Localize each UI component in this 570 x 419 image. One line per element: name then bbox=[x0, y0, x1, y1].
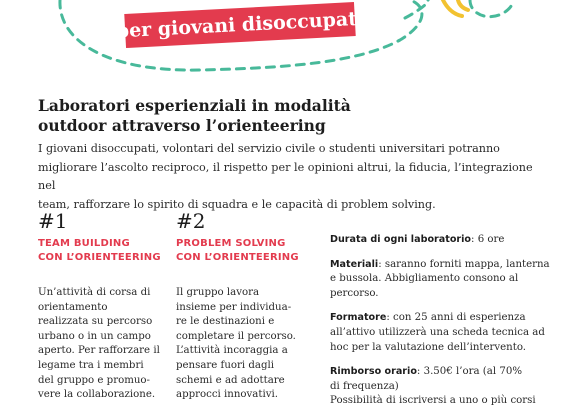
description-line: schemi e ad adottare bbox=[176, 374, 285, 386]
description-line: orientamento bbox=[38, 301, 108, 313]
reimbursement-info bbox=[330, 365, 540, 409]
materials-text: e bussola. Abbigliamento consono al bbox=[330, 273, 519, 285]
item-problem-solving bbox=[176, 210, 316, 403]
trainer-text: : con 25 anni di esperienza bbox=[386, 312, 526, 324]
heading-line: Laboratori esperienziali in modalità bbox=[38, 96, 351, 115]
item-title-line: CON L’ORIENTEERING bbox=[38, 252, 161, 263]
description-line: del gruppo e promuo- bbox=[38, 374, 151, 386]
materials-text: : saranno forniti mappa, lanterna bbox=[378, 258, 550, 270]
heading-line: outdoor attraverso l’orienteering bbox=[38, 116, 326, 135]
enrollment-text: Possibilità di iscriversi a uno o più corsi bbox=[330, 395, 536, 407]
description-line: Un’attività di corsa di bbox=[38, 287, 151, 298]
description-line: approcci innovativi. bbox=[176, 389, 278, 401]
item-number: #2 bbox=[176, 209, 206, 233]
intro-line: I giovani disoccupati, volontari del servizio civile o studenti universitari potranno bbox=[38, 142, 500, 155]
description-line: pensare fuori dagli bbox=[176, 359, 275, 371]
reimbursement-label: Rimborso orario bbox=[330, 366, 417, 378]
description-line: urbano o in un campo bbox=[38, 330, 151, 342]
intro-paragraph bbox=[38, 140, 538, 214]
description-line: aperto. Per rafforzare il bbox=[38, 345, 160, 357]
section-heading bbox=[38, 96, 368, 136]
item-title-line: PROBLEM SOLVING bbox=[176, 238, 286, 249]
materials-info bbox=[330, 258, 550, 302]
banner-text: per giovani disoccupati bbox=[115, 7, 365, 43]
intro-line: migliorare l’ascolto reciproco, il rispetto per le opinioni altrui, la fiducia, l’integrazione nel bbox=[38, 160, 533, 192]
duration-label: Durata di ogni laboratorio bbox=[330, 234, 472, 245]
course-details bbox=[330, 233, 550, 419]
trainer-text: hoc per la valutazione dell’intervento. bbox=[330, 341, 527, 353]
description-line: re le destinazioni e bbox=[176, 316, 275, 328]
reimbursement-text: di frequenza) bbox=[330, 380, 399, 392]
description-line: legame tra i membri bbox=[38, 359, 144, 371]
description-line: realizzata su percorso bbox=[38, 316, 153, 328]
description-line: completare il percorso. bbox=[176, 330, 296, 342]
materials-text: percorso. bbox=[330, 287, 379, 299]
reimbursement-text: : 3.50€ l’ora (al 70% bbox=[416, 366, 522, 378]
description-line: insieme per individua- bbox=[176, 301, 292, 313]
duration-value: : 6 ore bbox=[471, 234, 505, 245]
duration-info bbox=[330, 233, 540, 248]
item-number: #1 bbox=[38, 209, 68, 233]
trainer-text: all’attivo utilizzerà una scheda tecnica ad bbox=[330, 326, 545, 338]
trainer-info bbox=[330, 311, 545, 355]
item-title bbox=[176, 237, 316, 265]
materials-label: Materiali bbox=[330, 258, 379, 270]
trainer-label: Formatore bbox=[330, 312, 387, 324]
item-team-building bbox=[38, 210, 178, 403]
intro-line: team, rafforzare lo spirito di squadra e le capacità di problem solving. bbox=[38, 197, 436, 211]
item-description bbox=[38, 286, 178, 403]
description-line: L’attività incoraggia a bbox=[176, 345, 288, 357]
description-line: vere la collaborazione. bbox=[38, 389, 156, 401]
description-line: Il gruppo lavora bbox=[176, 287, 260, 298]
item-title-line: CON L’ORIENTEERING bbox=[176, 252, 299, 263]
item-title bbox=[38, 237, 178, 265]
item-title-line: TEAM BUILDING bbox=[38, 238, 130, 249]
item-description bbox=[176, 286, 316, 403]
